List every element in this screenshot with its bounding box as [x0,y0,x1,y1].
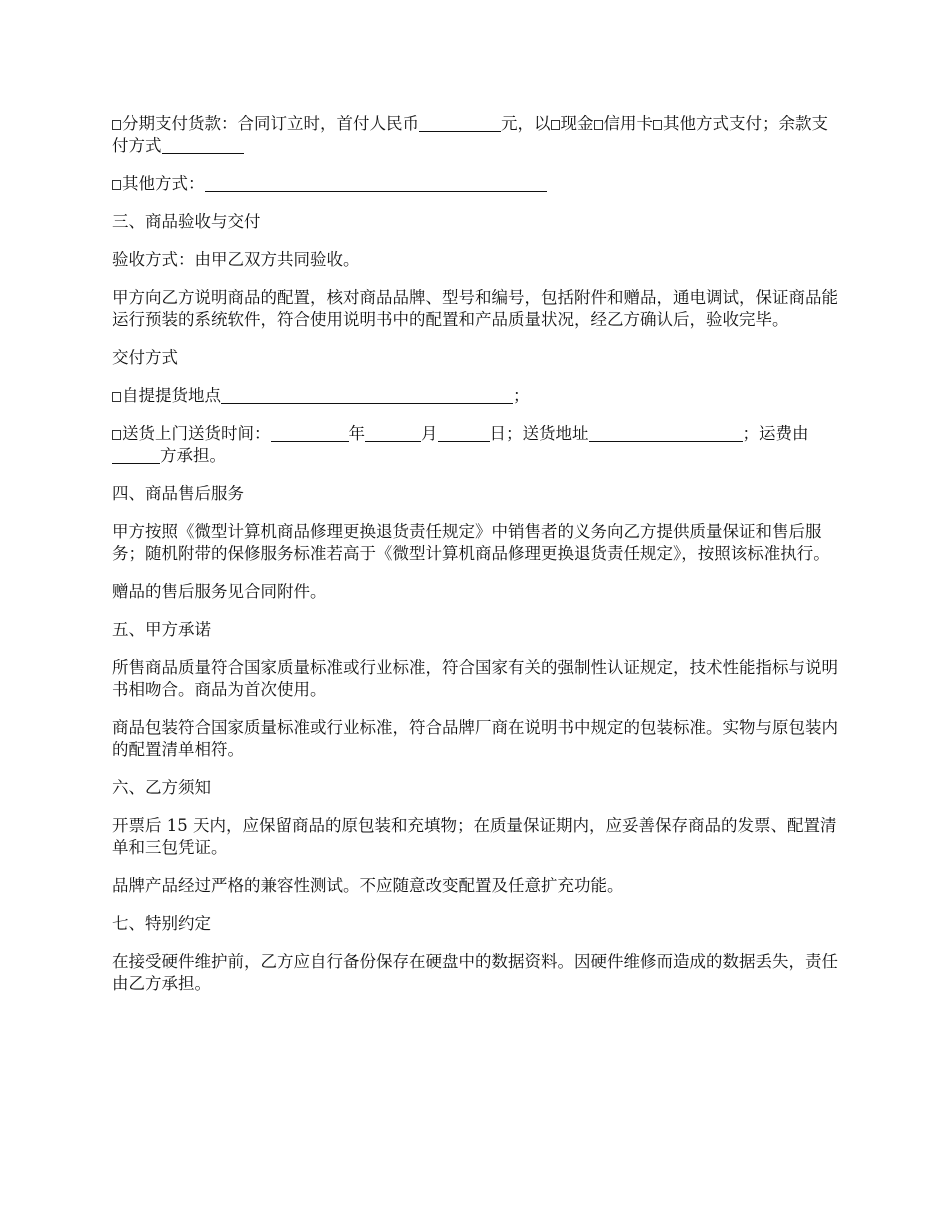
section-4-heading: 四、商品售后服务 [112,484,244,503]
checkbox-installment[interactable] [112,120,121,130]
quality-commitment: 所售商品质量符合国家质量标准或行业标准，符合国家有关的强制性认证规定，技术性能指标与说明书相吻合。商品为首次使用。 [112,658,838,699]
blank-down-payment[interactable] [419,114,501,132]
document-body [112,113,842,1011]
checkbox-self-pickup[interactable] [112,392,121,402]
blank-balance-method[interactable] [162,136,244,154]
checkbox-credit-card[interactable] [594,120,603,130]
other-method-clause: 其他方式： [112,173,842,195]
after-sales-body: 甲方按照《微型计算机商品修理更换退货责任规定》中销售者的义务向乙方提供质量保证和售后服务；随机附带的保修服务标准若高于《微型计算机商品修理更换退货责任规定》，按照该标准执行。 [112,522,830,563]
checkbox-other-method[interactable] [112,180,121,190]
buyer-notice-2: 品牌产品经过严格的兼容性测试。不应随意改变配置及任意扩充功能。 [112,876,624,895]
blank-delivery-address[interactable] [589,424,743,442]
self-pickup-clause: 自提提货地点 ； [112,385,842,407]
section-7-heading: 七、特别约定 [112,914,211,933]
installment-payment-clause: 分期支付货款：合同订立时，首付人民币 元，以 现金 信用卡 其他方式支付；余款支付方式 [112,114,828,155]
buyer-notice-1: 开票后 15 天内，应保留商品的原包装和充填物；在质量保证期内，应妥善保存商品的发票、配置清单和三包凭证。 [112,816,837,857]
gift-after-sales: 赠品的售后服务见合同附件。 [112,582,327,601]
delivery-method-label: 交付方式 [112,348,178,367]
blank-other-method[interactable] [205,174,547,192]
section-3-heading: 三、商品验收与交付 [112,212,261,231]
packaging-commitment: 商品包装符合国家质量标准或行业标准，符合品牌厂商在说明书中规定的包装标准。实物与原包装内的配置清单相符。 [112,718,838,759]
section-6-heading: 六、乙方须知 [112,778,211,797]
checkbox-other-way[interactable] [653,120,662,130]
checkbox-cash[interactable] [551,120,560,130]
blank-freight-party[interactable] [112,446,160,464]
checkbox-door-delivery[interactable] [112,430,121,440]
acceptance-method: 验收方式：由甲乙双方共同验收。 [112,250,360,269]
door-delivery-clause: 送货上门送货时间： 年 月 日；送货地址 ；运费由方承担。 [112,423,842,467]
blank-day[interactable] [438,424,490,442]
blank-pickup-location[interactable] [221,386,513,404]
blank-year[interactable] [271,424,349,442]
special-agreement: 在接受硬件维护前，乙方应自行备份保存在硬盘中的数据资料。因硬件维修而造成的数据丢失，责任由乙方承担。 [112,952,838,993]
section-5-heading: 五、甲方承诺 [112,620,211,639]
blank-month[interactable] [365,424,421,442]
acceptance-body: 甲方向乙方说明商品的配置，核对商品品牌、型号和编号，包括附件和赠品，通电调试，保证商品能运行预装的系统软件，符合使用说明书中的配置和产品质量状况，经乙方确认后，验收完毕。 [112,288,838,329]
